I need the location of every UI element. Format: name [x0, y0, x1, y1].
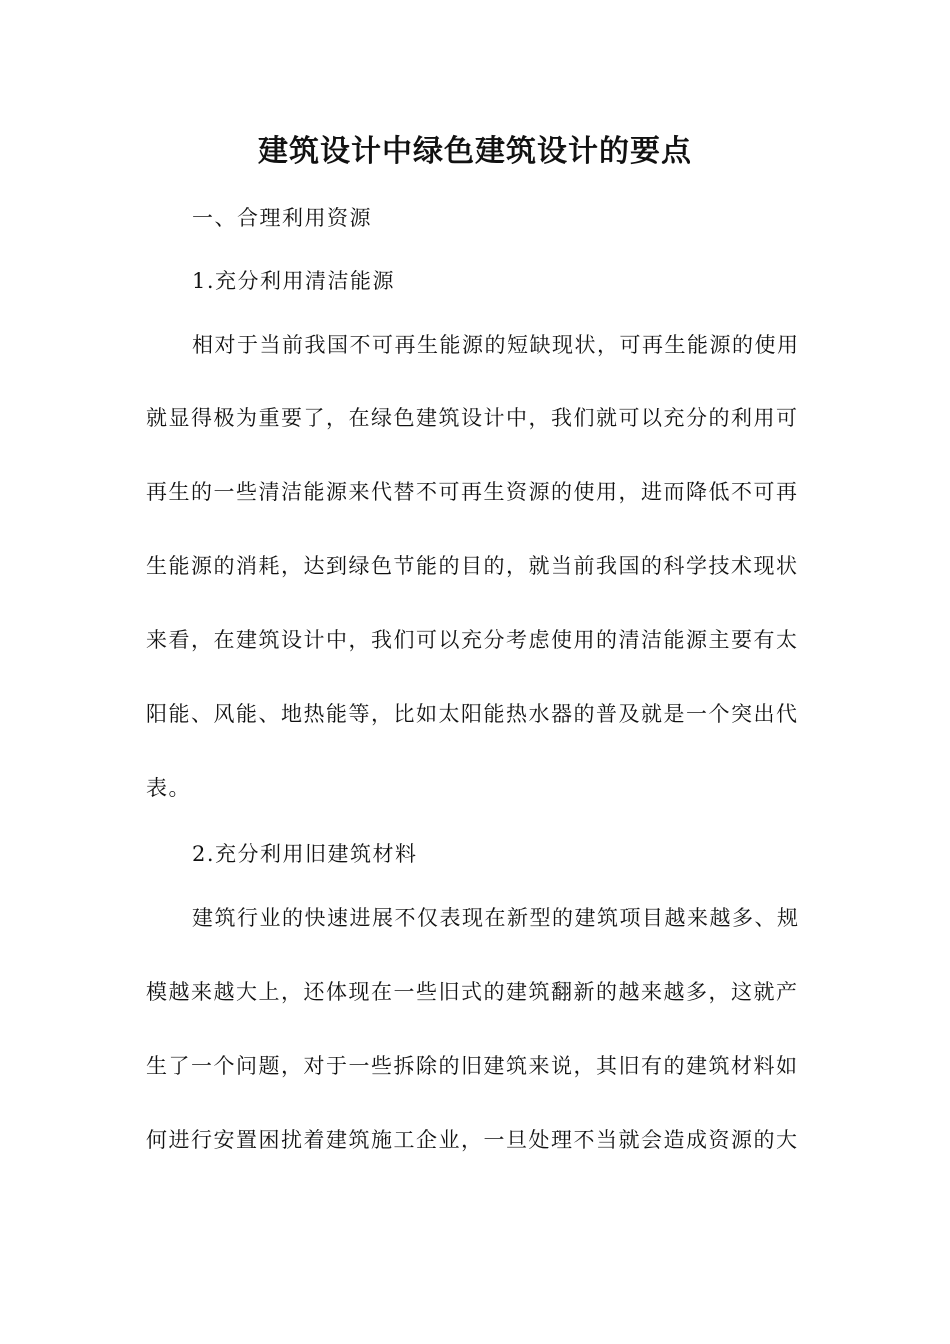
paragraph-1-line-2: 就显得极为重要了，在绿色建筑设计中，我们就可以充分的利用可	[146, 406, 799, 430]
section-heading-1: 一、合理利用资源	[192, 206, 372, 230]
subsection-heading-2: 2.充分利用旧建筑材料	[192, 842, 418, 866]
paragraph-2-line-3: 生了一个问题，对于一些拆除的旧建筑来说，其旧有的建筑材料如	[146, 1054, 799, 1078]
paragraph-1-line-5: 来看，在建筑设计中，我们可以充分考虑使用的清洁能源主要有太	[146, 628, 799, 652]
paragraph-1-line-6: 阳能、风能、地热能等，比如太阳能热水器的普及就是一个突出代	[146, 702, 799, 726]
paragraph-1-line-1: 相对于当前我国不可再生能源的短缺现状，可再生能源的使用	[192, 333, 800, 357]
document-title: 建筑设计中绿色建筑设计的要点	[258, 134, 692, 169]
paragraph-1-line-3: 再生的一些清洁能源来代替不可再生资源的使用，进而降低不可再	[146, 480, 799, 504]
paragraph-2-line-2: 模越来越大上，还体现在一些旧式的建筑翻新的越来越多，这就产	[146, 980, 799, 1004]
paragraph-1-line-4: 生能源的消耗，达到绿色节能的目的，就当前我国的科学技术现状	[146, 554, 799, 578]
subsection-heading-1: 1.充分利用清洁能源	[192, 269, 396, 293]
paragraph-2-line-1: 建筑行业的快速进展不仅表现在新型的建筑项目越来越多、规	[192, 906, 800, 930]
paragraph-2-line-4: 何进行安置困扰着建筑施工企业，一旦处理不当就会造成资源的大	[146, 1128, 799, 1152]
paragraph-1-line-7: 表。	[146, 776, 191, 800]
